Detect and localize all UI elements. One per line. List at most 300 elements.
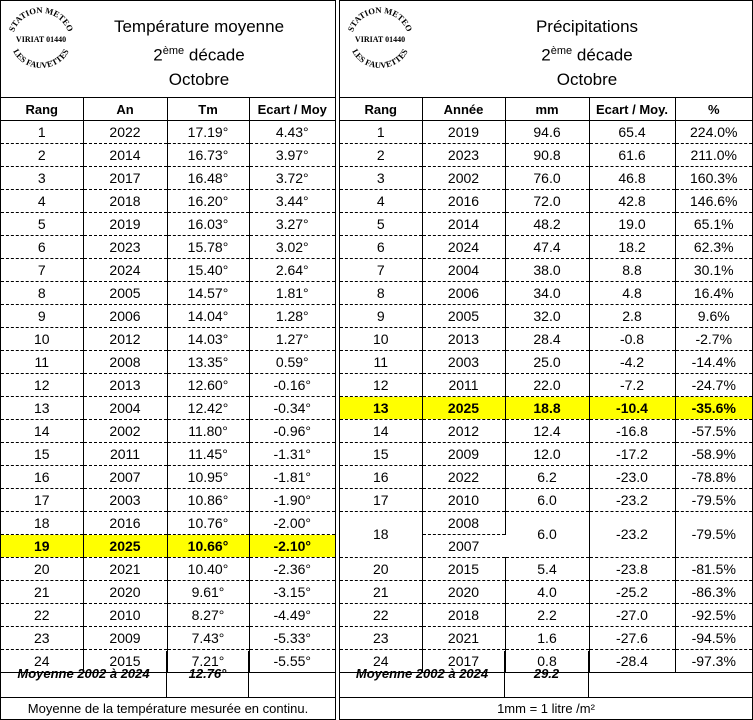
rank-cell: 4 [340,190,422,213]
percent-cell: -81.5% [675,558,752,581]
year-cell: 2020 [422,581,505,604]
mm-cell: 5.4 [505,558,589,581]
year-cell: 2013 [83,374,167,397]
svg-text:LES FAUVETTES [350,47,410,70]
table-row [340,167,752,190]
deviation-cell: -25.2 [589,581,675,604]
deviation-cell: -23.0 [589,466,675,489]
year-cell: 2005 [422,305,505,328]
stamp-middle-text: VIRIAT 01440 [354,35,406,44]
year-cell: 2019 [83,213,167,236]
year-cell: 2021 [83,558,167,581]
deviation-cell: -2.36° [249,558,335,581]
temperature-cell: 10.95° [167,466,249,489]
stamp-top-text: STATION METEO [6,5,76,33]
percent-cell: -94.5% [675,627,752,650]
rank-cell: 6 [1,236,83,259]
deviation-cell: -28.4 [589,650,675,673]
deviation-cell: 3.97° [249,144,335,167]
year-cell: 2017 [422,650,505,673]
year-cell: 2022 [422,466,505,489]
year-cell: 2005 [83,282,167,305]
table-row [1,305,335,328]
percent-cell: -86.3% [675,581,752,604]
temperature-footer: Moyenne de la température mesurée en continu. [27,701,309,716]
rank-cell: 22 [1,604,83,627]
temperature-average-row [1,651,335,698]
deviation-cell: -23.2 [589,489,675,512]
rank-cell: 1 [1,121,83,144]
table-row [340,397,752,420]
year-cell: 2003 [422,351,505,374]
precipitation-table [340,98,752,673]
deviation-cell: -1.81° [249,466,335,489]
year-cell: 2007 [422,535,505,558]
deviation-cell: 42.8 [589,190,675,213]
rank-cell: 11 [1,351,83,374]
temperature-cell: 11.45° [167,443,249,466]
rank-cell: 5 [1,213,83,236]
year-cell: 2018 [83,190,167,213]
mm-cell: 22.0 [505,374,589,397]
precipitation-decade: 2ème décade [541,45,633,65]
percent-cell: -57.5% [675,420,752,443]
temperature-panel [0,0,336,720]
stamp-top-text: STATION METEO [345,5,415,33]
temperature-cell: 15.40° [167,259,249,282]
year-cell: 2022 [83,121,167,144]
deviation-cell: 0.59° [249,351,335,374]
percent-cell: 211.0% [675,144,752,167]
temperature-table [1,98,335,673]
table-row [340,144,752,167]
temperature-decade: 2ème décade [153,45,245,65]
deviation-cell: 2.64° [249,259,335,282]
deviation-cell: -2.10° [249,535,335,558]
deviation-cell: -10.4 [589,397,675,420]
column-header: Rang [1,98,83,121]
percent-cell: 30.1% [675,259,752,282]
rank-cell: 22 [340,604,422,627]
stamp-middle-text: VIRIAT 01440 [15,35,67,44]
table-row [1,121,335,144]
table-row [340,190,752,213]
temperature-cell: 16.03° [167,213,249,236]
temperature-cell: 13.35° [167,351,249,374]
rank-cell: 6 [340,236,422,259]
table-header-row [1,98,335,121]
column-header: Ecart / Moy [249,98,335,121]
rank-cell: 18 [340,512,422,558]
year-cell: 2003 [83,489,167,512]
temperature-header [1,1,335,98]
column-header: Rang [340,98,422,121]
rank-cell: 12 [1,374,83,397]
rank-cell: 18 [1,512,83,535]
precipitation-footer: 1mm = 1 litre /m² [497,701,595,716]
deviation-cell: -23.8 [589,558,675,581]
rank-cell: 20 [1,558,83,581]
deviation-cell: 46.8 [589,167,675,190]
table-row [340,213,752,236]
year-cell: 2008 [422,512,505,535]
column-header: An [83,98,167,121]
rank-cell: 2 [340,144,422,167]
table-row [340,305,752,328]
percent-cell: -24.7% [675,374,752,397]
mm-cell: 48.2 [505,213,589,236]
percent-cell: 9.6% [675,305,752,328]
year-cell: 2023 [422,144,505,167]
rank-cell: 15 [340,443,422,466]
mm-cell: 94.6 [505,121,589,144]
rank-cell: 7 [1,259,83,282]
year-cell: 2019 [422,121,505,144]
temperature-cell: 14.03° [167,328,249,351]
temperature-cell: 10.76° [167,512,249,535]
deviation-cell: -2.00° [249,512,335,535]
percent-cell: -58.9% [675,443,752,466]
table-header-row [340,98,752,121]
percent-cell: -78.8% [675,466,752,489]
mm-cell: 0.8 [505,650,589,673]
deviation-cell: 3.44° [249,190,335,213]
mm-cell: 28.4 [505,328,589,351]
table-row [340,512,752,535]
deviation-cell: 19.0 [589,213,675,236]
deviation-cell: -4.2 [589,351,675,374]
table-row [340,282,752,305]
precipitation-average-value: 29.2 [505,651,589,697]
table-row [1,581,335,604]
table-row [340,558,752,581]
table-row [1,351,335,374]
table-row [340,420,752,443]
rank-cell: 5 [340,213,422,236]
mm-cell: 4.0 [505,581,589,604]
mm-cell: 2.2 [505,604,589,627]
rank-cell: 3 [340,167,422,190]
table-row [340,259,752,282]
rank-cell: 21 [1,581,83,604]
temperature-cell: 10.66° [167,535,249,558]
year-cell: 2004 [83,397,167,420]
rank-cell: 12 [340,374,422,397]
percent-cell: -2.7% [675,328,752,351]
deviation-cell: 65.4 [589,121,675,144]
year-cell: 2010 [422,489,505,512]
svg-text:STATION METEO [6,5,75,33]
deviation-cell: -5.55° [249,650,335,673]
percent-cell: 146.6% [675,190,752,213]
station-stamp-logo [5,5,77,71]
year-cell: 2024 [83,259,167,282]
temperature-cell: 14.04° [167,305,249,328]
table-row [340,374,752,397]
column-header: % [675,98,752,121]
percent-cell: -97.3% [675,650,752,673]
mm-cell: 76.0 [505,167,589,190]
year-cell: 2014 [83,144,167,167]
rank-cell: 14 [340,420,422,443]
rank-cell: 13 [340,397,422,420]
table-row [1,397,335,420]
table-row [340,443,752,466]
year-cell: 2024 [422,236,505,259]
percent-cell: -92.5% [675,604,752,627]
temperature-average-value: 12.76° [167,651,249,697]
deviation-cell: 4.8 [589,282,675,305]
year-cell: 2015 [422,558,505,581]
rank-cell: 11 [340,351,422,374]
column-header: mm [505,98,589,121]
deviation-cell: 1.81° [249,282,335,305]
year-cell: 2010 [83,604,167,627]
year-cell: 2016 [83,512,167,535]
mm-cell: 34.0 [505,282,589,305]
mm-cell: 18.8 [505,397,589,420]
table-row [340,466,752,489]
deviation-cell: -17.2 [589,443,675,466]
table-row [1,144,335,167]
temperature-cell: 16.48° [167,167,249,190]
rank-cell: 14 [1,420,83,443]
year-cell: 2011 [422,374,505,397]
year-cell: 2017 [83,167,167,190]
stamp-bottom-text: LES FAUVETTES [11,47,71,71]
table-row [1,190,335,213]
deviation-cell: -27.0 [589,604,675,627]
column-header: Année [422,98,505,121]
year-cell: 2009 [83,627,167,650]
year-cell: 2002 [422,167,505,190]
precipitation-title-block [430,15,744,92]
mm-cell: 32.0 [505,305,589,328]
table-row [1,489,335,512]
rank-cell: 19 [1,535,83,558]
deviation-cell: 18.2 [589,236,675,259]
column-header: Tm [167,98,249,121]
table-row [1,512,335,535]
rank-cell: 9 [1,305,83,328]
table-row [340,627,752,650]
table-row [340,328,752,351]
svg-text:STATION METEO [345,5,414,33]
deviation-cell: -1.31° [249,443,335,466]
rank-cell: 10 [340,328,422,351]
deviation-cell: 1.28° [249,305,335,328]
year-cell: 2006 [422,282,505,305]
rank-cell: 20 [340,558,422,581]
table-row [340,604,752,627]
table-row [340,121,752,144]
precipitation-average-label: Moyenne 2002 à 2024 [340,651,505,697]
percent-cell: 160.3% [675,167,752,190]
rank-cell: 8 [1,282,83,305]
year-cell: 2012 [83,328,167,351]
deviation-cell: -4.49° [249,604,335,627]
temperature-cell: 17.19° [167,121,249,144]
deviation-cell: -0.8 [589,328,675,351]
rank-cell: 15 [1,443,83,466]
rank-cell: 3 [1,167,83,190]
percent-cell: 65.1% [675,213,752,236]
column-header: Ecart / Moy. [589,98,675,121]
table-row [1,282,335,305]
deviation-cell: 1.27° [249,328,335,351]
deviation-cell: 8.8 [589,259,675,282]
rank-cell: 9 [340,305,422,328]
rank-cell: 23 [1,627,83,650]
year-cell: 2009 [422,443,505,466]
table-row [340,489,752,512]
mm-cell: 72.0 [505,190,589,213]
deviation-cell: -16.8 [589,420,675,443]
rank-cell: 7 [340,259,422,282]
rank-cell: 17 [340,489,422,512]
percent-cell: -35.6% [675,397,752,420]
year-cell: 2014 [422,213,505,236]
table-row [1,213,335,236]
temperature-cell: 9.61° [167,581,249,604]
temperature-cell: 10.86° [167,489,249,512]
mm-cell: 90.8 [505,144,589,167]
temperature-average-label: Moyenne 2002 à 2024 [1,651,167,697]
year-cell: 2023 [83,236,167,259]
year-cell: 2006 [83,305,167,328]
precipitation-panel [339,0,753,720]
mm-cell: 1.6 [505,627,589,650]
deviation-cell: -23.2 [589,512,675,558]
year-cell: 2011 [83,443,167,466]
station-stamp-logo [344,5,416,71]
rank-cell: 16 [1,466,83,489]
table-row [340,581,752,604]
mm-cell: 12.0 [505,443,589,466]
deviation-cell: 4.43° [249,121,335,144]
mm-cell: 38.0 [505,259,589,282]
temperature-cell: 10.40° [167,558,249,581]
temperature-month: Octobre [168,69,230,89]
temperature-title: Température moyenne [113,17,285,36]
year-cell: 2012 [422,420,505,443]
deviation-cell: -3.15° [249,581,335,604]
year-cell: 2007 [83,466,167,489]
rank-cell: 24 [340,650,422,673]
table-row [1,466,335,489]
precipitation-title: Précipitations [535,17,639,36]
rank-cell: 4 [1,190,83,213]
rank-cell: 17 [1,489,83,512]
svg-text:LES FAUVETTES [11,47,71,70]
mm-cell: 47.4 [505,236,589,259]
table-row [1,627,335,650]
deviation-cell: -5.33° [249,627,335,650]
temperature-cell: 8.27° [167,604,249,627]
year-cell: 2021 [422,627,505,650]
mm-cell: 6.2 [505,466,589,489]
table-row [1,167,335,190]
deviation-cell: -27.6 [589,627,675,650]
rank-cell: 13 [1,397,83,420]
temperature-cell: 16.73° [167,144,249,167]
rank-cell: 16 [340,466,422,489]
rank-cell: 24 [1,650,83,673]
percent-cell: 224.0% [675,121,752,144]
percent-cell: -79.5% [675,512,752,558]
mm-cell: 25.0 [505,351,589,374]
year-cell: 2002 [83,420,167,443]
temperature-cell: 12.60° [167,374,249,397]
deviation-cell: 61.6 [589,144,675,167]
table-row [1,374,335,397]
deviation-cell: 3.27° [249,213,335,236]
table-row [340,351,752,374]
mm-cell: 12.4 [505,420,589,443]
year-cell: 2004 [422,259,505,282]
rank-cell: 8 [340,282,422,305]
temperature-title-block [71,15,327,92]
rank-cell: 23 [340,627,422,650]
rank-cell: 2 [1,144,83,167]
mm-cell: 6.0 [505,512,589,558]
temperature-cell: 7.21° [167,650,249,673]
year-cell: 2015 [83,650,167,673]
precipitation-average-row [340,651,752,698]
year-cell: 2025 [422,397,505,420]
precipitation-month: Octobre [556,69,618,89]
temperature-cell: 7.43° [167,627,249,650]
deviation-cell: -0.96° [249,420,335,443]
year-cell: 2016 [422,190,505,213]
table-row [1,443,335,466]
deviation-cell: -0.34° [249,397,335,420]
deviation-cell: -7.2 [589,374,675,397]
table-row [1,259,335,282]
year-cell: 2008 [83,351,167,374]
table-row [1,420,335,443]
percent-cell: -79.5% [675,489,752,512]
deviation-cell: 3.02° [249,236,335,259]
rank-cell: 21 [340,581,422,604]
temperature-cell: 16.20° [167,190,249,213]
year-cell: 2018 [422,604,505,627]
stamp-bottom-text: LES FAUVETTES [350,47,410,71]
temperature-cell: 14.57° [167,282,249,305]
temperature-cell: 12.42° [167,397,249,420]
deviation-cell: 2.8 [589,305,675,328]
deviation-cell: -1.90° [249,489,335,512]
table-row [340,236,752,259]
temperature-cell: 15.78° [167,236,249,259]
year-cell: 2013 [422,328,505,351]
rank-cell: 10 [1,328,83,351]
deviation-cell: 3.72° [249,167,335,190]
percent-cell: 16.4% [675,282,752,305]
percent-cell: 62.3% [675,236,752,259]
table-row [1,604,335,627]
rank-cell: 1 [340,121,422,144]
temperature-cell: 11.80° [167,420,249,443]
mm-cell: 6.0 [505,489,589,512]
table-row [1,328,335,351]
percent-cell: -14.4% [675,351,752,374]
year-cell: 2020 [83,581,167,604]
deviation-cell: -0.16° [249,374,335,397]
table-row [1,558,335,581]
year-cell: 2025 [83,535,167,558]
table-row [1,535,335,558]
